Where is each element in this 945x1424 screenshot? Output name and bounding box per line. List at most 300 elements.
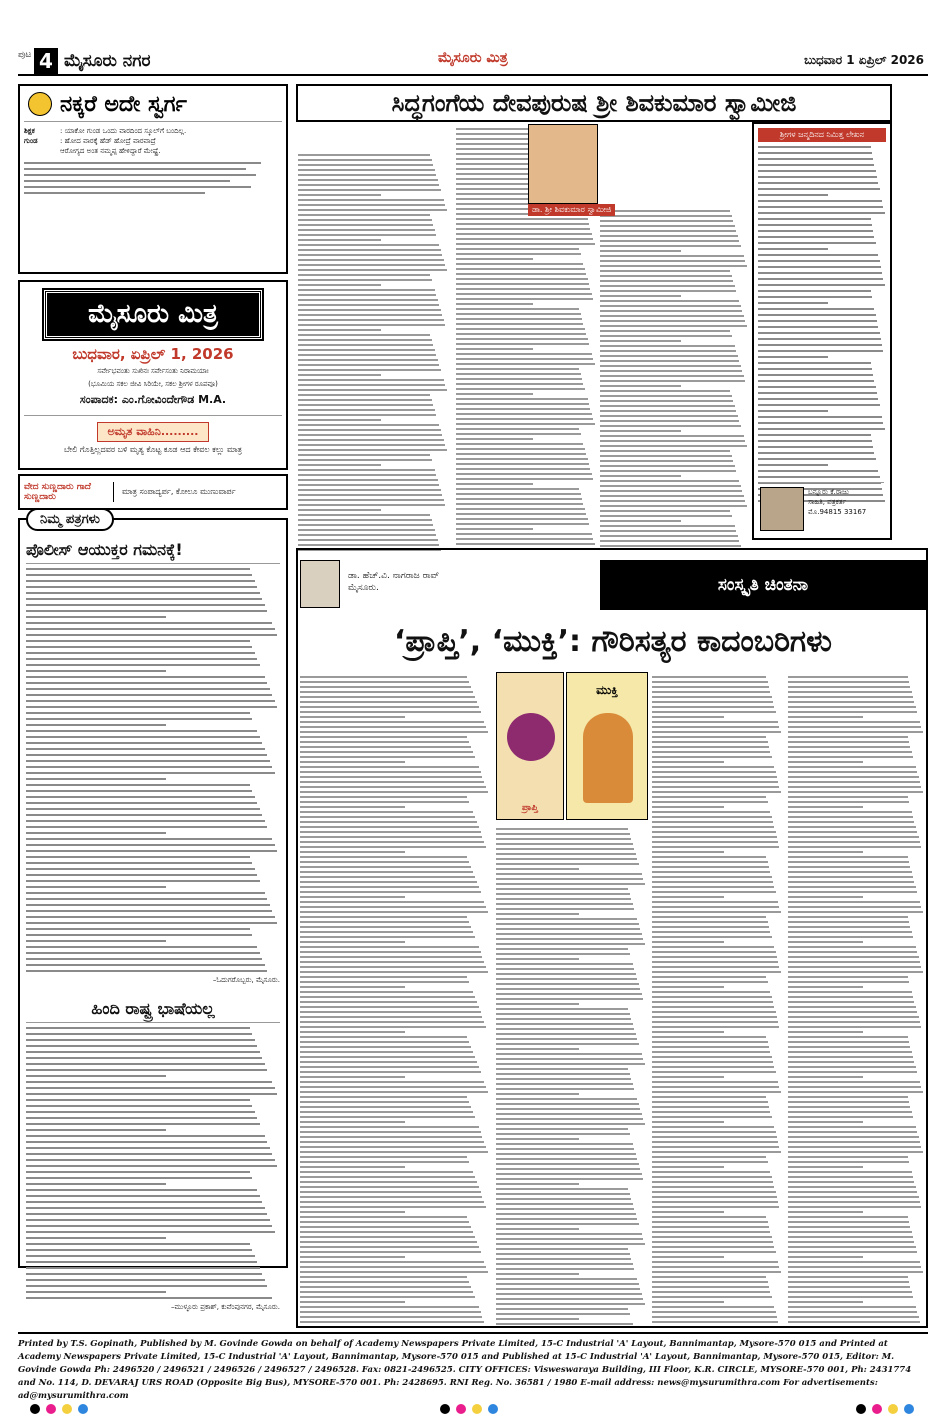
text-line bbox=[758, 356, 828, 358]
text-line bbox=[758, 146, 871, 148]
masthead-date: ಬುಧವಾರ, ಏಪ್ರಿಲ್ 1, 2026 bbox=[72, 345, 234, 363]
text-line bbox=[496, 1308, 628, 1310]
text-line bbox=[300, 1046, 471, 1048]
text-line bbox=[496, 1028, 634, 1030]
text-line bbox=[26, 700, 275, 702]
text-line bbox=[300, 1216, 467, 1218]
text-line bbox=[496, 1258, 631, 1260]
text-line bbox=[298, 214, 430, 216]
text-line bbox=[496, 1023, 633, 1025]
text-line bbox=[496, 1273, 579, 1275]
text-line bbox=[600, 430, 681, 432]
text-line bbox=[600, 370, 742, 372]
text-line bbox=[652, 1321, 778, 1323]
text-line bbox=[300, 1071, 481, 1073]
text-line bbox=[26, 802, 257, 804]
article1-col1-lines bbox=[298, 154, 448, 551]
text-line bbox=[652, 1021, 778, 1023]
text-line bbox=[600, 225, 735, 227]
text-line bbox=[26, 1081, 272, 1083]
text-line bbox=[26, 874, 257, 876]
text-line bbox=[652, 1036, 766, 1038]
text-line bbox=[26, 1273, 262, 1275]
text-line bbox=[652, 761, 724, 763]
text-line bbox=[496, 868, 579, 870]
article2-title: ‘ಪ್ರಾಪ್ತಿ’, ‘ಮುಕ್ತಿ’: ಗೌರಿಸತ್ಯರ ಕಾದಂಬರಿಗಳು bbox=[394, 624, 832, 659]
text-line bbox=[600, 435, 744, 437]
text-line bbox=[456, 428, 579, 430]
text-line bbox=[298, 399, 432, 401]
text-line bbox=[300, 1076, 405, 1078]
text-line bbox=[300, 956, 482, 958]
text-line bbox=[788, 826, 916, 828]
text-line bbox=[600, 280, 733, 282]
text-line bbox=[456, 463, 589, 465]
text-line bbox=[300, 816, 475, 818]
text-line bbox=[298, 434, 442, 436]
text-line bbox=[300, 746, 471, 748]
text-line bbox=[652, 786, 779, 788]
writer-box bbox=[760, 482, 884, 532]
text-line bbox=[300, 706, 479, 708]
text-line bbox=[298, 249, 441, 251]
text-line bbox=[496, 1228, 579, 1230]
text-line bbox=[456, 228, 590, 230]
text-line bbox=[26, 910, 272, 912]
text-line bbox=[600, 260, 745, 262]
text-line bbox=[788, 901, 920, 903]
text-line bbox=[758, 422, 883, 424]
imprint-footer: Printed by T.S. Gopinath, Published by M. Govinde Gowda on behalf of Academy Newspapers Private Limited, 15-C Industrial 'A' Layout, Bannimantap, Mysore-570 015 and Printed at Academy Newspapers Private Limited, 15-C Industrial 'A' Layout, Bannimantap, Mysore-570 015 and Published at 15-C Industrial 'A' Layout, Bannimantap, Mysore-570 015, Editor: M. Govinde Gowda Ph: 2496520 / 2496521 / 2496526 / 2496527 / 2496528. Fax: 0821-2496525. CITY OFFICES: Visweswaraya Building, III Floor, K.R. CIRCLE, MYSORE-570 001, Ph: 2431774 and No. 114, D. DEVARAJ URS ROAD (Opposite Big Bus), MYSORE-570 001. Ph: 2428695. RNI Reg. No. 36581 / 1980 E-mail address: news@mysurumithra.com For advertisements: ad@mysurumithra.com bbox=[18, 1332, 928, 1396]
text-line bbox=[788, 1086, 921, 1088]
text-line bbox=[788, 866, 910, 868]
text-line bbox=[600, 220, 733, 222]
text-line bbox=[788, 786, 921, 788]
text-line bbox=[298, 499, 444, 501]
text-line bbox=[652, 1111, 770, 1113]
text-line bbox=[456, 443, 583, 445]
text-line bbox=[300, 1181, 477, 1183]
text-line bbox=[456, 218, 588, 220]
text-line bbox=[758, 380, 874, 382]
text-line bbox=[652, 886, 774, 888]
text-line bbox=[600, 340, 681, 342]
text-line bbox=[456, 468, 590, 470]
text-line bbox=[788, 711, 917, 713]
text-line bbox=[600, 275, 732, 277]
article2-col2-lines bbox=[496, 828, 646, 1325]
text-line bbox=[26, 1129, 166, 1131]
text-line bbox=[300, 1136, 482, 1138]
text-line bbox=[298, 349, 435, 351]
text-line bbox=[652, 766, 774, 768]
text-line bbox=[758, 428, 885, 430]
text-line bbox=[300, 786, 486, 788]
text-line bbox=[652, 976, 766, 978]
writer-phone: ಮೊ.94815 33167 bbox=[808, 508, 867, 516]
text-line bbox=[496, 1138, 579, 1140]
text-line bbox=[600, 440, 745, 442]
text-line bbox=[600, 420, 739, 422]
joke-speaker: ಗುಂಡ bbox=[24, 137, 38, 145]
text-line bbox=[600, 470, 736, 472]
masthead-logo: ಮೈಸೂರು ಮಿತ್ರ bbox=[44, 290, 262, 339]
text-line bbox=[788, 841, 920, 843]
text-line bbox=[496, 1013, 630, 1015]
text-line bbox=[300, 881, 477, 883]
text-line bbox=[788, 911, 923, 913]
text-line bbox=[496, 1198, 631, 1200]
text-line bbox=[652, 1196, 777, 1198]
text-line bbox=[26, 592, 260, 594]
text-line bbox=[496, 918, 637, 920]
text-line bbox=[26, 904, 270, 906]
text-line bbox=[496, 853, 636, 855]
text-line bbox=[300, 976, 467, 978]
text-line bbox=[652, 701, 773, 703]
text-line bbox=[600, 345, 735, 347]
text-line bbox=[788, 806, 863, 808]
text-line bbox=[298, 304, 439, 306]
text-line bbox=[456, 458, 588, 460]
text-line bbox=[600, 415, 738, 417]
text-line bbox=[758, 290, 871, 292]
text-line bbox=[456, 253, 581, 255]
reg-mark bbox=[30, 1404, 40, 1414]
text-line bbox=[496, 1163, 639, 1165]
text-line bbox=[652, 1261, 778, 1263]
text-line bbox=[300, 1016, 482, 1018]
text-line bbox=[652, 1276, 766, 1278]
text-line bbox=[600, 310, 742, 312]
text-line bbox=[652, 1211, 724, 1213]
text-line bbox=[652, 871, 770, 873]
text-line bbox=[456, 503, 583, 505]
text-line bbox=[26, 1159, 275, 1161]
text-line bbox=[26, 682, 267, 684]
text-line bbox=[788, 1046, 910, 1048]
joke-line bbox=[24, 146, 282, 156]
text-line bbox=[788, 746, 910, 748]
text-line bbox=[788, 1056, 913, 1058]
text-line bbox=[788, 681, 909, 683]
text-line bbox=[758, 374, 873, 376]
text-line bbox=[652, 1236, 772, 1238]
article1-kicker: ಶ್ರೀಗಳ ಜನ್ಮದಿನದ ನಿಮಿತ್ತ ಲೇಖನ bbox=[758, 128, 886, 142]
article1-col1 bbox=[298, 124, 448, 544]
text-line bbox=[456, 373, 581, 375]
text-line bbox=[652, 846, 779, 848]
text-line bbox=[788, 1296, 913, 1298]
text-line bbox=[652, 1181, 773, 1183]
vedas-box bbox=[18, 474, 288, 510]
text-line bbox=[788, 691, 912, 693]
text-line bbox=[300, 736, 467, 738]
text-line bbox=[298, 269, 447, 271]
text-line bbox=[758, 392, 877, 394]
joke-text: ಆರೋಗ್ಯದ ಅಂತ ನಮ್ಮಪ್ಪ ಹೇಳಿದ್ದಾರೆ ಮೇಷ್ಟ್ರೆ. bbox=[60, 147, 161, 155]
text-line bbox=[298, 234, 436, 236]
text-line bbox=[652, 991, 770, 993]
text-line bbox=[300, 791, 488, 793]
text-line bbox=[26, 838, 272, 840]
text-line bbox=[298, 364, 439, 366]
text-line bbox=[496, 1178, 643, 1180]
text-line bbox=[788, 1321, 920, 1323]
author-city: ಮೈಸೂರು. bbox=[348, 583, 379, 593]
text-line bbox=[652, 1011, 776, 1013]
text-line bbox=[298, 289, 435, 291]
text-line bbox=[600, 500, 745, 502]
text-line bbox=[652, 756, 772, 758]
article1-title-box bbox=[296, 84, 892, 122]
text-line bbox=[298, 164, 433, 166]
text-line bbox=[758, 440, 872, 442]
amrita-title: ಅಮೃತ ವಾಹಿನಿ......... bbox=[97, 422, 210, 442]
text-line bbox=[652, 706, 774, 708]
text-line bbox=[652, 736, 766, 738]
text-line bbox=[26, 766, 272, 768]
smiley-icon bbox=[28, 92, 52, 116]
text-line bbox=[600, 330, 730, 332]
text-line bbox=[300, 696, 475, 698]
text-line bbox=[652, 1301, 724, 1303]
text-line bbox=[26, 610, 267, 612]
text-line bbox=[496, 963, 633, 965]
text-line bbox=[758, 266, 881, 268]
text-line bbox=[496, 1158, 637, 1160]
text-line bbox=[652, 1106, 769, 1108]
text-line bbox=[26, 1141, 267, 1143]
masthead-small: ಮೈಸೂರು ಮಿತ್ರ bbox=[438, 50, 508, 66]
text-line bbox=[496, 1143, 633, 1145]
text-line bbox=[298, 379, 444, 381]
text-line bbox=[788, 986, 863, 988]
text-line bbox=[652, 986, 724, 988]
text-line bbox=[26, 970, 267, 972]
text-line bbox=[652, 931, 770, 933]
text-line bbox=[788, 1236, 913, 1238]
text-line bbox=[788, 1036, 908, 1038]
text-line bbox=[758, 218, 871, 220]
text-line bbox=[496, 1083, 633, 1085]
text-line bbox=[652, 686, 769, 688]
text-line bbox=[496, 993, 642, 995]
text-line bbox=[652, 726, 779, 728]
text-line bbox=[456, 393, 533, 395]
joke-speaker: ಶಿಕ್ಷಕ bbox=[24, 127, 35, 135]
text-line bbox=[496, 1263, 633, 1265]
text-line bbox=[300, 936, 475, 938]
text-line bbox=[26, 1057, 262, 1059]
text-line bbox=[26, 634, 277, 636]
text-line bbox=[758, 446, 873, 448]
text-line bbox=[300, 781, 484, 783]
text-line bbox=[26, 1105, 252, 1107]
text-line bbox=[300, 1111, 473, 1113]
text-line bbox=[788, 876, 913, 878]
text-line bbox=[600, 265, 747, 267]
text-line bbox=[298, 494, 442, 496]
text-line bbox=[300, 1226, 471, 1228]
text-line bbox=[496, 1313, 630, 1315]
text-line bbox=[456, 533, 592, 535]
column-title: ಸಂಸ್ಕೃತಿ ಚಿಂತನಾ bbox=[600, 560, 926, 610]
article1-sidebar bbox=[752, 122, 892, 540]
text-line bbox=[788, 1061, 914, 1063]
text-line bbox=[758, 338, 881, 340]
text-line bbox=[300, 1131, 481, 1133]
text-line bbox=[300, 856, 467, 858]
text-line bbox=[496, 833, 630, 835]
text-line bbox=[788, 1151, 923, 1153]
text-line bbox=[788, 1011, 917, 1013]
page-label: ಪುಟ bbox=[18, 50, 32, 60]
text-line bbox=[456, 438, 533, 440]
text-line bbox=[496, 1293, 642, 1295]
text-line bbox=[788, 1306, 916, 1308]
text-line bbox=[600, 505, 747, 507]
text-line bbox=[788, 956, 919, 958]
text-line bbox=[758, 242, 876, 244]
text-line bbox=[652, 1096, 766, 1098]
text-line bbox=[788, 961, 920, 963]
text-line bbox=[652, 946, 774, 948]
text-line bbox=[496, 998, 643, 1000]
text-line bbox=[496, 858, 637, 860]
text-line bbox=[788, 1276, 908, 1278]
text-line bbox=[456, 303, 533, 305]
text-line bbox=[496, 1213, 636, 1215]
text-line bbox=[300, 831, 481, 833]
text-line bbox=[496, 863, 639, 865]
text-line bbox=[496, 1103, 639, 1105]
article2-col1 bbox=[300, 672, 490, 1322]
text-line bbox=[26, 1249, 252, 1251]
text-line bbox=[652, 936, 772, 938]
text-line bbox=[652, 981, 768, 983]
text-line bbox=[600, 450, 730, 452]
text-line bbox=[496, 1183, 579, 1185]
text-line bbox=[788, 731, 923, 733]
text-line bbox=[298, 204, 445, 206]
text-line bbox=[788, 941, 863, 943]
text-line bbox=[300, 761, 405, 763]
text-line bbox=[496, 1193, 630, 1195]
text-line bbox=[788, 1301, 863, 1303]
text-line bbox=[600, 360, 739, 362]
text-line bbox=[758, 452, 874, 454]
text-line bbox=[652, 951, 776, 953]
text-line bbox=[788, 846, 921, 848]
text-line bbox=[26, 658, 257, 660]
text-line bbox=[496, 893, 630, 895]
text-line bbox=[456, 418, 593, 420]
text-line bbox=[298, 334, 430, 336]
text-line bbox=[26, 808, 260, 810]
text-line bbox=[496, 1288, 640, 1290]
text-line bbox=[652, 1076, 724, 1078]
text-line bbox=[456, 323, 583, 325]
author-info bbox=[348, 570, 439, 594]
text-line bbox=[788, 751, 912, 753]
text-line bbox=[788, 1006, 916, 1008]
text-line bbox=[496, 843, 633, 845]
text-line bbox=[298, 329, 381, 331]
text-line bbox=[300, 756, 475, 758]
text-line bbox=[788, 1101, 909, 1103]
text-line bbox=[758, 272, 882, 274]
text-line bbox=[456, 473, 592, 475]
text-line bbox=[652, 771, 776, 773]
reg-mark bbox=[872, 1404, 882, 1414]
text-line bbox=[300, 1186, 479, 1188]
text-line bbox=[300, 961, 484, 963]
letter2-sign: –ಮುಳ್ಳೂರು ಪ್ರಕಾಶ್, ಕುವೆಂಪುನಗರ, ಮೈಸೂರು. bbox=[171, 1303, 280, 1311]
text-line bbox=[298, 154, 430, 156]
text-line bbox=[788, 716, 863, 718]
reg-mark bbox=[856, 1404, 866, 1414]
text-line bbox=[298, 274, 430, 276]
text-line bbox=[788, 1021, 920, 1023]
text-line bbox=[600, 390, 730, 392]
text-line bbox=[496, 953, 630, 955]
section-title: ಮೈಸೂರು ನಗರ bbox=[64, 51, 151, 71]
reg-mark bbox=[472, 1404, 482, 1414]
text-line bbox=[300, 871, 473, 873]
text-line bbox=[26, 1237, 166, 1239]
text-line bbox=[652, 1191, 776, 1193]
text-line bbox=[456, 348, 533, 350]
photo-caption: ಡಾ. ಶ್ರೀ ಶಿವಕುಮಾರ ಸ್ವಾಮೀಜಿ bbox=[528, 204, 615, 216]
text-line bbox=[298, 524, 433, 526]
text-line bbox=[600, 235, 738, 237]
text-line bbox=[456, 263, 583, 265]
text-line bbox=[652, 851, 724, 853]
text-line bbox=[758, 158, 873, 160]
text-line bbox=[788, 761, 863, 763]
text-line bbox=[788, 1191, 917, 1193]
text-line bbox=[652, 956, 777, 958]
text-line bbox=[26, 832, 166, 834]
text-line bbox=[300, 866, 471, 868]
text-line bbox=[298, 229, 435, 231]
text-line bbox=[652, 741, 768, 743]
text-line bbox=[456, 398, 588, 400]
text-line bbox=[298, 209, 447, 211]
text-line bbox=[600, 400, 733, 402]
figure-illustration bbox=[583, 713, 633, 803]
text-line bbox=[788, 1211, 863, 1213]
text-line bbox=[496, 1043, 639, 1045]
text-line bbox=[456, 338, 588, 340]
text-line bbox=[456, 508, 585, 510]
text-line bbox=[496, 1218, 637, 1220]
text-line bbox=[788, 1311, 917, 1313]
text-line bbox=[496, 1233, 642, 1235]
text-line bbox=[788, 811, 912, 813]
text-line bbox=[788, 801, 909, 803]
text-line bbox=[758, 296, 872, 298]
text-line bbox=[652, 966, 779, 968]
text-line bbox=[300, 1236, 475, 1238]
text-line bbox=[600, 250, 681, 252]
letter2-title: ಹಿಂದಿ ರಾಷ್ಟ್ರ ಭಾಷೆಯಲ್ಲ bbox=[26, 999, 280, 1023]
text-line bbox=[788, 996, 913, 998]
text-line bbox=[600, 365, 741, 367]
article1-col3 bbox=[600, 124, 748, 544]
text-line bbox=[758, 326, 878, 328]
